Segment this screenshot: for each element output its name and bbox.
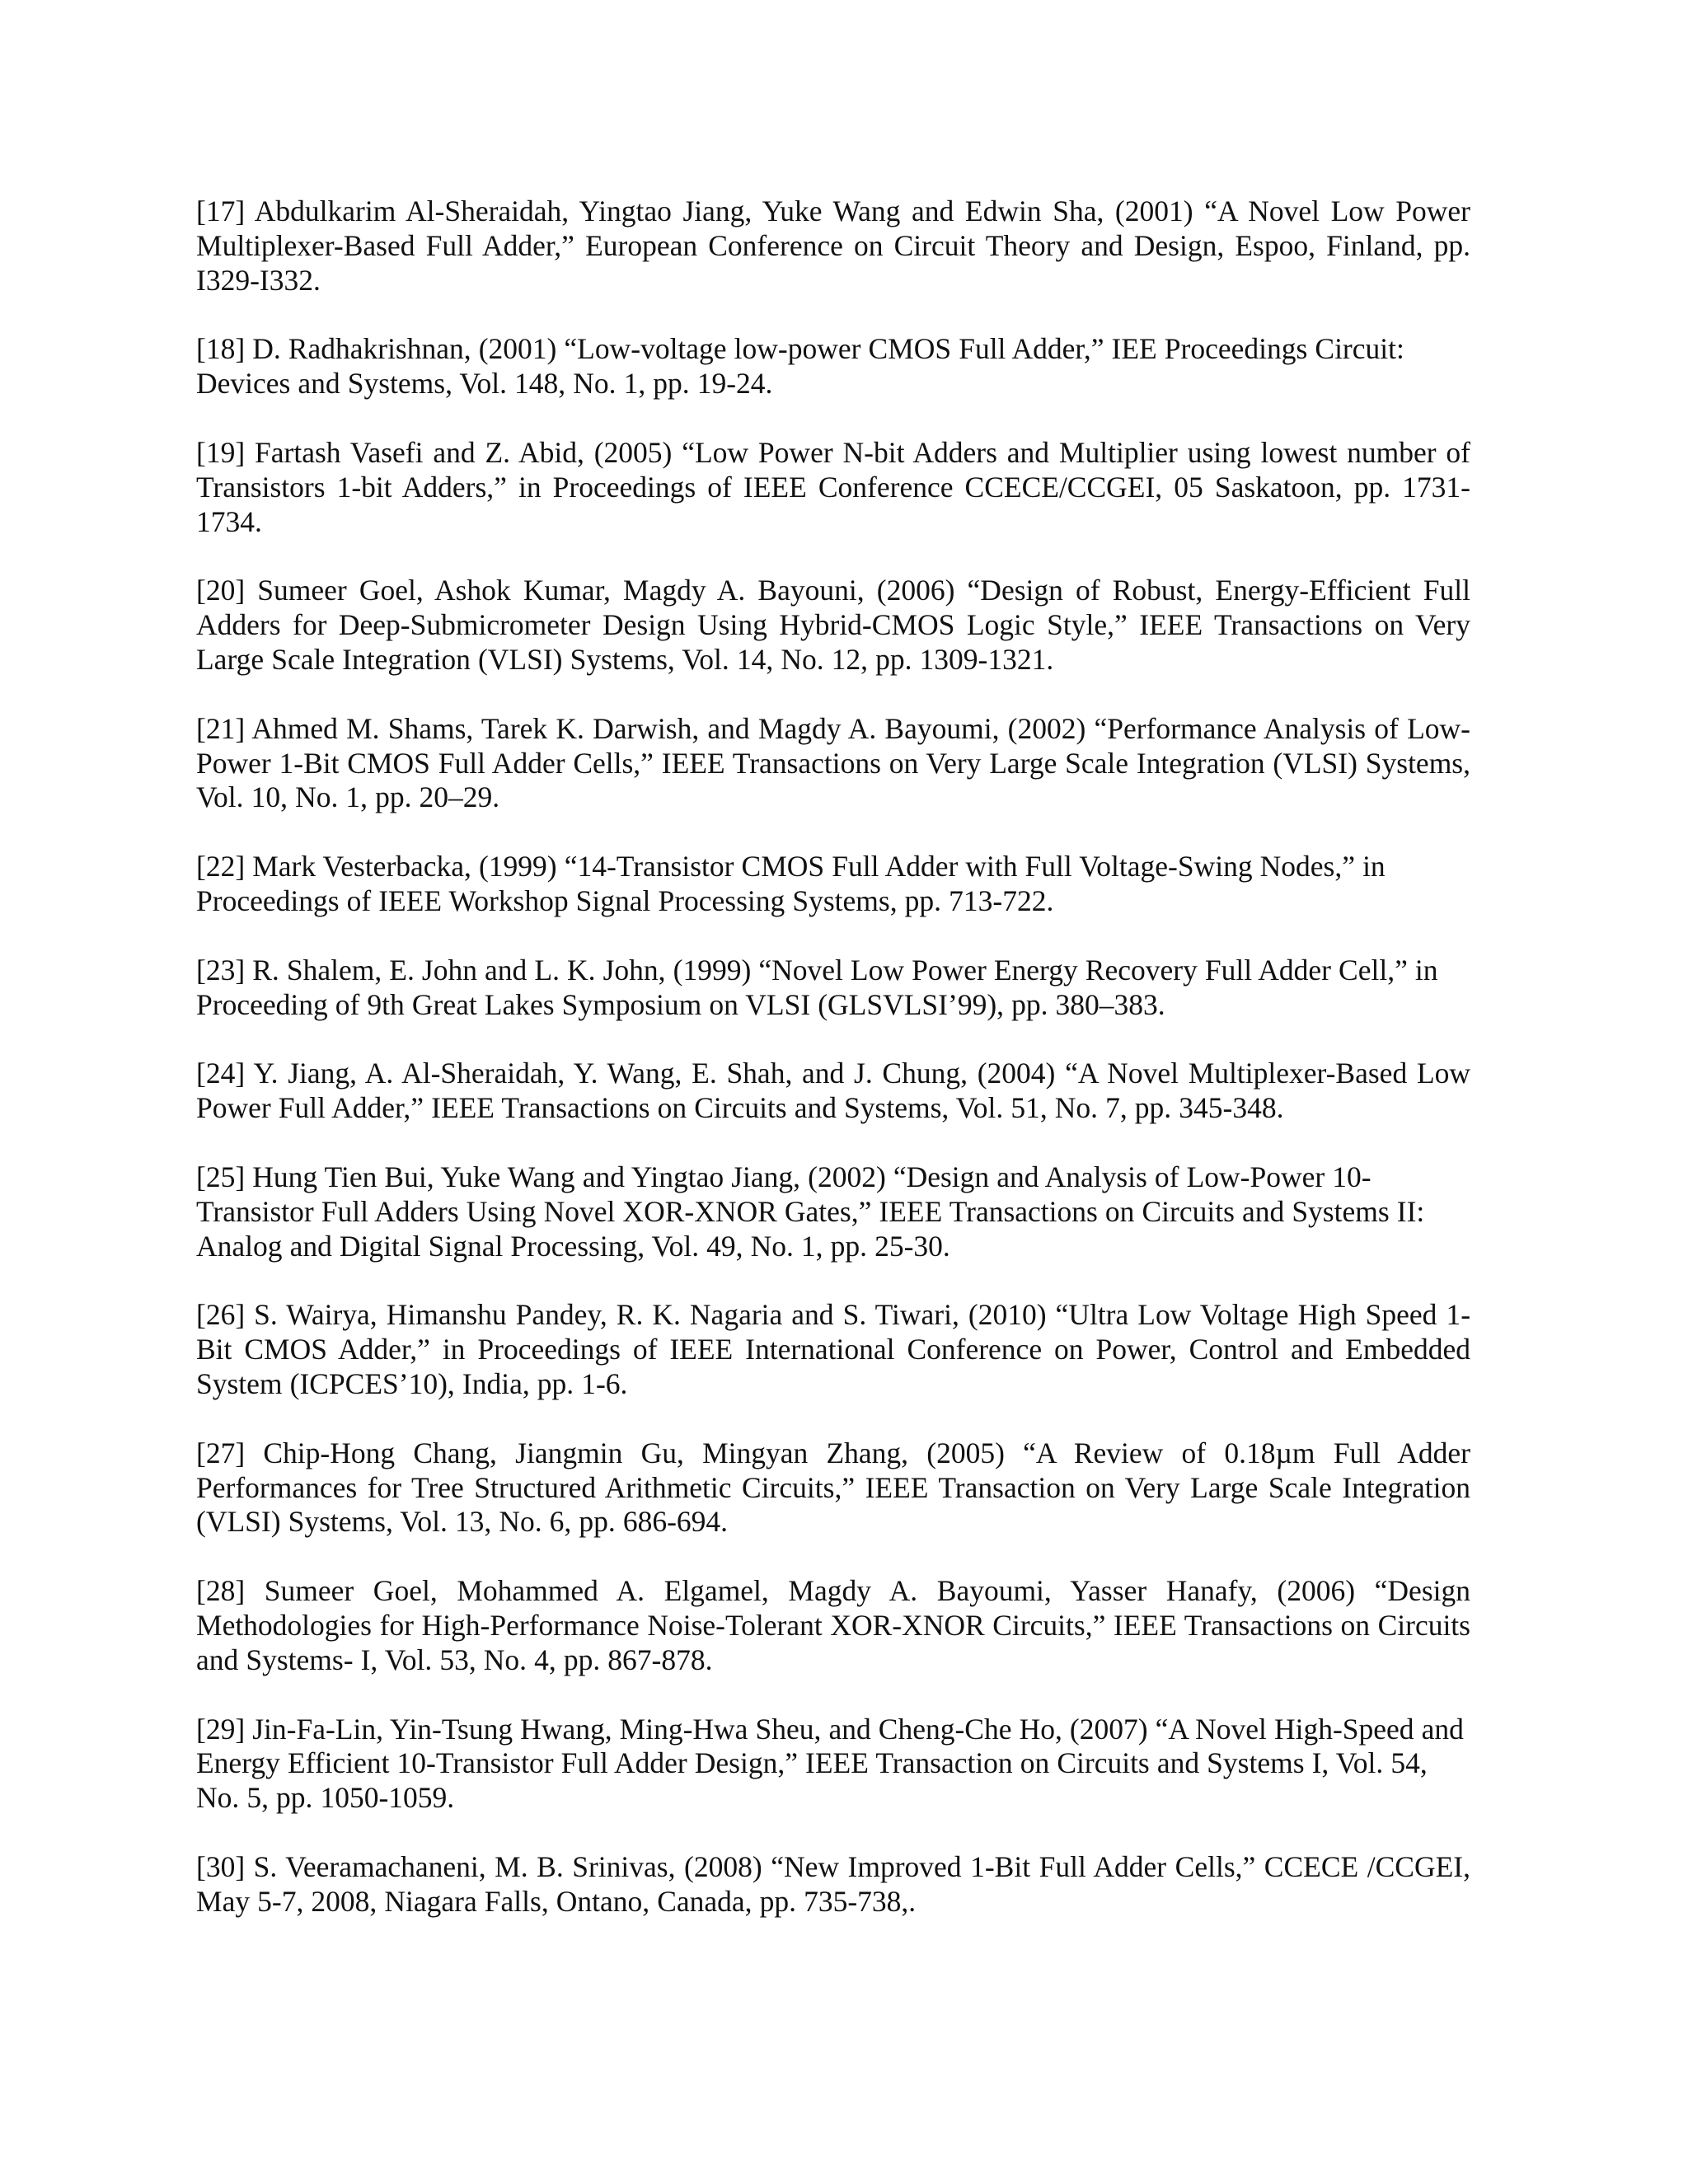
reference-line: [18] D. Radhakrishnan, (2001) “Low-voltage low-power CMOS Full Adder,” IEE Proceedings Circuit: — [196, 332, 1404, 366]
reference-line: [21] Ahmed M. Shams, Tarek K. Darwish, and Magdy A. Bayoumi, (2002) “Performance Analysis of — [196, 711, 1399, 745]
reference-22 — [196, 850, 1470, 919]
reference-line: Low Power Full Adder,” IEEE Transactions on Circuits and Systems, Vol. 51, No. 7, pp. 345-348. — [196, 1057, 1471, 1125]
reference-line: Methodologies for High-Performance Noise-Tolerant XOR-XNOR Circuits,” IEEE Transactions on — [196, 1608, 1370, 1642]
reference-line: [23] R. Shalem, E. John and L. K. John, (1999) “Novel Low Power Energy Recovery Full Adder Cell,” in — [196, 953, 1438, 987]
reference-line: [24] Y. Jiang, A. Al-Sheraidah, Y. Wang, E. Shah, and J. Chung, (2004) “A Novel Multiplexer-Based — [196, 1057, 1408, 1090]
reference-17 — [196, 194, 1470, 298]
reference-30 — [196, 1850, 1470, 1919]
reference-line: Transistor Full Adders Using Novel XOR-XNOR Gates,” IEEE Transactions on Circuits and Systems — [196, 1194, 1390, 1228]
reference-line: [19] Fartash Vasefi and Z. Abid, (2005) “Low Power N-bit Adders and Multiplier using lowest number of — [196, 435, 1470, 469]
reference-line: [30] S. Veeramachaneni, M. B. Srinivas, (2008) “New Improved 1-Bit Full Adder Cells,” CCECE — [196, 1849, 1359, 1883]
reference-line: Multiplexer-Based Full Adder,” European Conference on Circuit Theory and Design, Espoo, Finland, — [196, 228, 1423, 262]
reference-line: [22] Mark Vesterbacka, (1999) “14-Transistor CMOS Full Adder with Full Voltage-Swing Nodes,” in — [196, 850, 1386, 883]
reference-line: Circuits and Systems- I, Vol. 53, No. 4, pp. 867-878. — [196, 1608, 1470, 1676]
reference-23 — [196, 954, 1470, 1023]
reference-18 — [196, 332, 1470, 401]
reference-25 — [196, 1160, 1470, 1263]
reference-line: 1- Bit CMOS Adder,” in Proceedings of IEEE International Conference on Power, Control and Embedded — [196, 1298, 1471, 1366]
reference-line: II: Analog and Digital Signal Processing, Vol. 49, No. 1, pp. 25-30. — [196, 1194, 1425, 1263]
reference-line: Performances for Tree Structured Arithmetic Circuits,” IEEE Transaction on Very Large Scale — [196, 1470, 1332, 1504]
reference-line: Large Scale Integration (VLSI) Systems, Vol. 14, No. 12, pp. 1309-1321. — [196, 642, 1054, 676]
reference-line: [29] Jin-Fa-Lin, Yin-Tsung Hwang, Ming-Hwa Sheu, and Cheng-Che Ho, (2007) “A Novel High-Speed — [196, 1712, 1414, 1746]
reference-line: pp. I329-I332. — [196, 228, 1471, 297]
reference-line: Adders for Deep-Submicrometer Design Using Hybrid-CMOS Logic Style,” IEEE Transactions on Very — [196, 608, 1470, 642]
reference-line: Transistors 1-bit Adders,” in Proceedings of IEEE Conference CCECE/CCGEI, 05 Saskatoon, pp. 1731- — [196, 470, 1470, 504]
reference-line: [26] S. Wairya, Himanshu Pandey, R. K. Nagaria and S. Tiwari, (2010) “Ultra Low Voltage High Speed — [196, 1298, 1437, 1332]
reference-line: Systems, Vol. 10, No. 1, pp. 20–29. — [196, 746, 1470, 814]
reference-line: Low-Power 1-Bit CMOS Full Adder Cells,” IEEE Transactions on Very Large Scale Integration (VLSI) — [196, 711, 1470, 780]
reference-line: 1734. — [196, 504, 262, 538]
reference-line: /CCGEI, May 5-7, 2008, Niagara Falls, Ontano, Canada, pp. 735-738,. — [196, 1849, 1471, 1918]
reference-line: Proceedings of IEEE Workshop Signal Processing Systems, pp. 713-722. — [196, 883, 1054, 917]
reference-26 — [196, 1298, 1470, 1401]
reference-20 — [196, 574, 1470, 677]
reference-19 — [196, 436, 1470, 539]
reference-29 — [196, 1713, 1470, 1816]
reference-line: [27] Chip-Hong Chang, Jiangmin Gu, Mingyan Zhang, (2005) “A Review of 0.18µm Full Adder — [196, 1436, 1470, 1469]
reference-line: System (ICPCES’10), India, pp. 1-6. — [196, 1366, 628, 1400]
reference-list — [196, 194, 1470, 1953]
reference-28 — [196, 1574, 1470, 1677]
reference-line: Vol. 54, No. 5, pp. 1050-1059. — [196, 1746, 1428, 1815]
reference-line: Proceeding of 9th Great Lakes Symposium on VLSI (GLSVLSI’99), pp. 380–383. — [196, 987, 1165, 1021]
reference-line: [20] Sumeer Goel, Ashok Kumar, Magdy A. Bayouni, (2006) “Design of Robust, Energy-Efficient Full — [196, 574, 1470, 607]
reference-line: [28] Sumeer Goel, Mohammed A. Elgamel, Magdy A. Bayoumi, Yasser Hanafy, (2006) “Design — [196, 1574, 1470, 1608]
reference-27 — [196, 1436, 1470, 1540]
reference-line: Devices and Systems, Vol. 148, No. 1, pp. 19-24. — [196, 367, 773, 401]
reference-24 — [196, 1057, 1470, 1126]
reference-21 — [196, 712, 1470, 815]
reference-line: [17] Abdulkarim Al-Sheraidah, Yingtao Jiang, Yuke Wang and Edwin Sha, (2001) “A Novel Low Power — [196, 194, 1470, 227]
reference-line: Integration (VLSI) Systems, Vol. 13, No. 6, pp. 686-694. — [196, 1470, 1470, 1539]
reference-line: [25] Hung Tien Bui, Yuke Wang and Yingtao Jiang, (2002) “Design and Analysis of Low-Power 10- — [196, 1160, 1372, 1193]
reference-line: and Energy Efficient 10-Transistor Full Adder Design,” IEEE Transaction on Circuits and Systems I, — [196, 1712, 1464, 1780]
